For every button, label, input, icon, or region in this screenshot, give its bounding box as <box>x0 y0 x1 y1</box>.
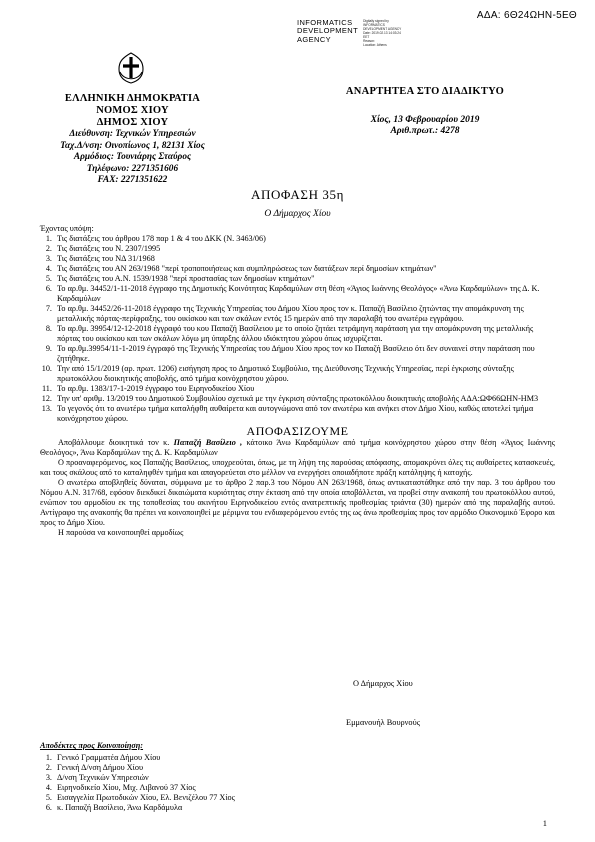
fax: FAX: 2271351622 <box>97 175 168 185</box>
decision-paragraph: Η παρούσα να κοινοποιηθεί αρμοδίως <box>58 528 184 537</box>
list-item: 4. Ειρηνοδικείο Χίου, Μιχ. Λιβανού 37 Χίος <box>54 783 235 793</box>
greek-emblem-icon <box>116 52 146 84</box>
recipients-heading: Αποδέκτες προς Κοινοποίηση: <box>40 741 144 750</box>
issuer-block <box>20 93 245 187</box>
agency-line: DEVELOPMENT <box>297 26 359 36</box>
list-item: 13. Το γεγονός ότι το ανωτέρω τμήμα καταλήφθη αυθαίρετα και αυτογνώμονα από τον ανωτέρω και ανήκει στον Δήμο Χίου, καθώς αποτελεί τμήμα κοινόχρηστου χώρου. <box>54 404 555 424</box>
list-item: 7. Το αρ.θμ. 34452/26-11-2018 έγγραφο της Τεχνικής Υπηρεσίας του Δήμου Χίου προς τον κ. Παπαζή Βασίλειο ζητώντας την απομάκρυνση της μεταλλικής πόρτας-περίφραξης, του οικίσκου και των σκάλων εντός 15 ημερών από την παραλαβή του ανωτέρω εγγράφου. <box>54 304 555 324</box>
agency-line: INFORMATICS <box>297 18 353 27</box>
list-item: 2. Γενική Δ/νση Δήμου Χίου <box>54 763 235 773</box>
text-span: Αποβάλλουμε διοικητικά τον κ. <box>58 438 174 447</box>
person-name: Παπαζή Βασίλειο , <box>173 438 243 447</box>
prefecture-name: ΝΟΜΟΣ ΧΙΟΥ <box>96 105 169 116</box>
list-item: 3. Δ/νση Τεχνικών Υπηρεσιών <box>54 773 235 783</box>
agency-name <box>297 19 358 44</box>
considerations-list <box>40 234 555 424</box>
decision-heading: ΑΠΟΦΑΣΙΖΟΥΜΕ <box>246 424 349 438</box>
text-span: κάτοικο Άνω Καρδαμύλων από τμήμα κοινόχρηστου χώρου στην θέση «Άγιος Ιωάννης Θεολόγος», Άνω Καρδαμύλων της Δ. Κ. Καρδαμύλων <box>40 438 556 457</box>
list-item: 10. Την από 15/1/2019 (αρ. πρωτ. 1206) εισήγηση προς το Δημοτικό Συμβούλιο, της Διεύθυνσης Τεχνικής Υπηρεσίας, περί έγκρισης σύνταξης πρωτοκόλλου διοικητικής αποβολής, από τμήμα κοινόχρηστου χώρου. <box>54 364 555 384</box>
signer-title: Ο Δήμαρχος Χίου <box>353 679 413 688</box>
signer-name: Εμμανουήλ Βουρνούς <box>346 718 420 727</box>
digital-signature-stamp <box>297 19 403 47</box>
page-number: 1 <box>542 818 547 828</box>
recipients-block <box>40 741 235 813</box>
list-item: 6. κ. Παπαζή Βασίλειο, Άνω Καρδάμυλα <box>54 803 235 813</box>
list-item: 2. Τις διατάξεις του Ν. 2307/1995 <box>54 244 555 254</box>
list-item: 11. Το αρ.θμ. 1383/17-1-2019 έγγραφο του Ειρηνοδικείου Χίου <box>54 384 555 394</box>
list-item: 5. Εισαγγελία Πρωτοδικών Χίου, Ελ. Βενιζέλου 77 Χίος <box>54 793 235 803</box>
list-item: 9. Το αρ.θμ.39954/11-1-2019 έγγραφό της Τεχνικής Υπηρεσίας του Δήμου Χίου προς τον κο Παπαζή Βασίλειο ότι δεν συναινεί στην παράταση που ζητήθηκε. <box>54 344 555 364</box>
posting-notice: ΑΝΑΡΤΗΤΕΑ ΣΤΟ ΔΙΑΔΙΚΤΥΟ <box>345 86 505 97</box>
ada-code: ΑΔΑ: 6Θ24ΩΗΝ-5ΕΘ <box>476 10 577 21</box>
responsible-person: Αρμόδιος: Τουνιάρης Σταύρος <box>73 152 192 162</box>
list-item: 12. Την υπ' αριθμ. 13/2019 του Δημοτικού Συμβουλίου σχετικά με την έγκριση σύνταξης πρωτοκόλλου διοικητικής αποβολής ΑΔΑ:ΩΦ66ΩΗΝ-ΗΜ3 <box>54 394 555 404</box>
signature-details <box>363 19 403 47</box>
page-subtitle: Ο Δήμαρχος Χίου <box>264 209 331 219</box>
department: Διεύθυνση: Τεχνικών Υπηρεσιών <box>69 129 196 139</box>
list-item: 8. Το αρ.θμ. 39954/12-12-2018 έγγραφό του κου Παπαζή Βασίλειου με το οποίο ζητάει τετράμηνη παράταση για την απομάκρυνση της μεταλλικής πόρτας του οικίσκου και των σκάλων λόγω μη ύπαρξης άλλου ιδιόκτητου χώρου όπως ισχυρίζεται. <box>54 324 555 344</box>
signature-detail-line: Date: 2019.02.13 14:03:24 <box>363 31 401 35</box>
signature-detail-line: Reason: <box>363 39 375 43</box>
signature-detail-line: Digitally signed by <box>363 19 389 23</box>
decision-paragraph: Ο ανωτέρω αποβληθείς δύναται, σύμφωνα με το άρθρο 2 παρ.3 του Νόμου ΑΝ 263/1968, όπως αντικαταστάθηκε από την παρ. 3 του άρθρου του Νόμου Α.Ν. 317/68, εφόσον διεκδικεί δικαιώματα κυριότητας στην έκταση από την οποία αποβάλλεται, να προβεί στην ανακοπή του πρωτοκόλλου αυτού, ενώπιον του αρμοδίου εκ της τοποθεσίας του ακινήτου Ειρηνοδικείου εντός ανατρεπτικής προθεσμίας τριάντα (30) ημερών από της παραλαβής αυτού. Αντίγραφο της ανακοπής θα πρέπει να κοινοποιηθεί με μέριμνα του ενδιαφερόμενου εντός της ως άνω προθεσμίας προς τον αρμόδιο Οικονομικό Έφορο και προς το Δήμο Χίου. <box>40 478 555 527</box>
list-item: 4. Τις διατάξεις του ΑΝ 263/1968 "περί τροποποιήσεως και συμπληρώσεως των διατάξεων περί δημοσίων κτημάτων" <box>54 264 555 274</box>
document-meta <box>320 86 530 137</box>
decision-paragraph: Ο προαναφερόμενος, κος Παπαζής Βασίλειος, υποχρεούται, όπως, με τη λήψη της παρούσας απόφασης, απομακρύνει όλες τις αυθαίρετες κατασκευές, και τους σκάλους από το καταληφθέν τμήμα και απαγορεύεται στο μέλλον να ενεργήσει οποιαδήποτε πράξη κατάληψης ή κατοχής. <box>40 458 555 477</box>
country-name: ΕΛΛΗΝΙΚΗ ΔΗΜΟΚΡΑΤΙΑ <box>64 93 201 104</box>
protocol-number: Αριθ.πρωτ.: 4278 <box>390 126 460 136</box>
page-title: ΑΠΟΦΑΣΗ 35η <box>250 187 345 202</box>
phone: Τηλέφωνο: 2271351606 <box>86 163 179 174</box>
list-item: 6. Το αρ.θμ. 34452/1-11-2018 έγγραφο της Δημοτικής Κοινότητας Καρδαμύλων στη θέση «Άγιος Ιωάννης Θεολόγος» «Άνω Καρδαμύλων» της Δ. Κ. Καρδαμύλων <box>54 284 555 304</box>
list-item: 5. Τις διατάξεις του Α.Ν. 1539/1938 "περί προστασίας των δημοσίων κτημάτων" <box>54 274 555 284</box>
signature-detail-line: INFORMATICS <box>363 23 385 27</box>
list-item: 3. Τις διατάξεις του ΝΔ 31/1968 <box>54 254 555 264</box>
considerations-intro: Έχοντας υπόψη: <box>40 224 94 233</box>
decision-paragraph <box>40 438 555 458</box>
list-item: 1. Γενικό Γραμματέα Δήμου Χίου <box>54 753 235 763</box>
document-body <box>40 224 555 538</box>
recipients-list <box>40 753 235 813</box>
agency-line: AGENCY <box>297 34 332 44</box>
document-date: Χίος, 13 Φεβρουαρίου 2019 <box>370 115 480 125</box>
signature-detail-line: DEVELOPMENT AGENCY <box>363 27 402 31</box>
municipality-name: ΔΗΜΟΣ ΧΙΟΥ <box>96 117 169 128</box>
address: Ταχ.Δ/νση: Οινοπίωνος 1, 82131 Χίος <box>60 140 205 151</box>
signature-detail-line: Location: Athens <box>363 43 387 47</box>
signature-detail-line: EET <box>363 35 370 39</box>
list-item: 1. Τις διατάξεις του άρθρου 178 παρ 1 & 4 του ΔΚΚ (Ν. 3463/06) <box>54 234 555 244</box>
